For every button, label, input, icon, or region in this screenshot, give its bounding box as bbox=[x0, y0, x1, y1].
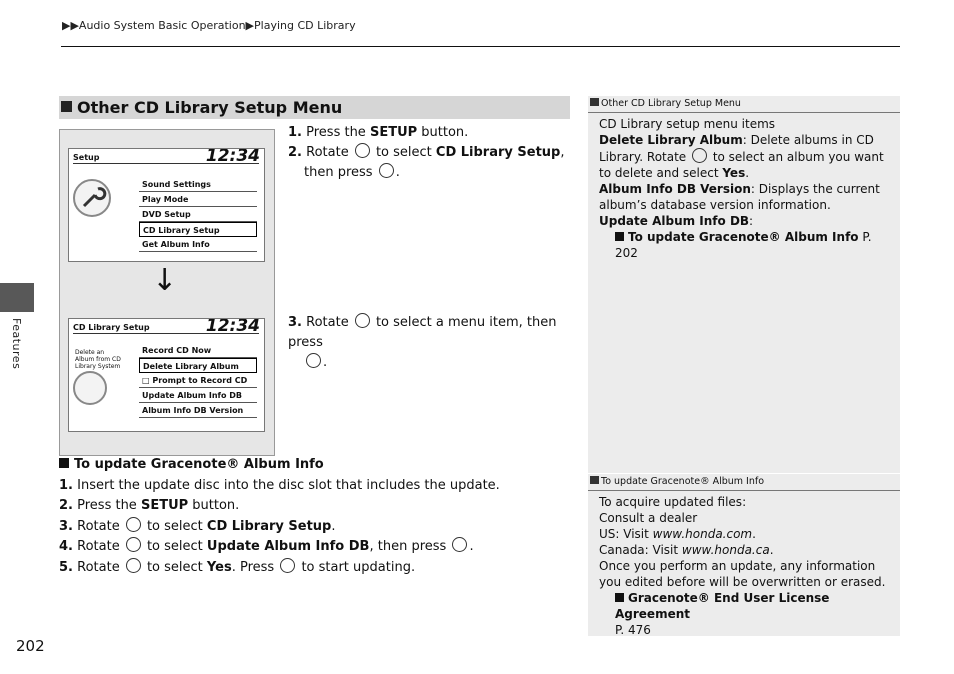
knob-rotate-icon bbox=[355, 143, 370, 158]
step: 3. Rotate to select a menu item, then press bbox=[288, 315, 557, 350]
screen-menu-item: □ Prompt to Record CD bbox=[139, 373, 257, 388]
step: 5. Rotate to select Yes. Press to start updating. bbox=[59, 559, 416, 575]
arrow-ref-icon bbox=[615, 232, 624, 241]
sidebar-title: To update Gracenote® Album Info bbox=[588, 474, 900, 491]
cd-library-menu bbox=[139, 343, 257, 418]
screen-illustration bbox=[59, 129, 275, 456]
sidebar-body: CD Library setup menu items Delete Library Album: Delete albums in CD Library. Rotate to select an album you want to delete and select Yes. Album Info DB Version: Displays the current album’s database version information. Update Album Info DB: To update Gracenote® Album Info P. 202 bbox=[599, 116, 889, 261]
step: 3. Rotate to select CD Library Setup. bbox=[59, 518, 336, 534]
cross-reference-link[interactable]: To update Gracenote® Album Info P. 202 bbox=[615, 230, 872, 260]
update-procedure bbox=[59, 455, 579, 578]
screen-menu-item: Get Album Info bbox=[139, 237, 257, 252]
setup-screen bbox=[68, 148, 265, 262]
step: 1. Press the SETUP button. bbox=[288, 125, 469, 140]
step-3 bbox=[288, 313, 573, 373]
knob-rotate-icon bbox=[126, 537, 141, 552]
screen-menu-item: Sound Settings bbox=[139, 177, 257, 192]
knob-rotate-icon bbox=[355, 313, 370, 328]
screen-menu-item: Play Mode bbox=[139, 192, 257, 207]
screen-menu-item: Record CD Now bbox=[139, 343, 257, 358]
sidebar-note-1 bbox=[588, 96, 900, 473]
square-icon bbox=[59, 458, 69, 468]
cd-library-screen bbox=[68, 318, 265, 432]
breadcrumb: ▶▶Audio System Basic Operation▶Playing CD Library bbox=[62, 19, 356, 32]
wrench-icon bbox=[73, 179, 111, 217]
section-title: Other CD Library Setup Menu bbox=[77, 98, 343, 117]
sidebar-note-2 bbox=[588, 474, 900, 636]
step: 1. Insert the update disc into the disc slot that includes the update. bbox=[59, 477, 500, 493]
arrow-ref-icon bbox=[615, 593, 624, 602]
knob-rotate-icon bbox=[126, 558, 141, 573]
section-header bbox=[59, 96, 570, 119]
page-number: 202 bbox=[16, 637, 45, 655]
screen-menu-item: Update Album Info DB bbox=[139, 388, 257, 403]
disc-icon bbox=[73, 371, 107, 405]
screen-menu-item: DVD Setup bbox=[139, 207, 257, 222]
knob-press-icon bbox=[280, 558, 295, 573]
steps-1-2 bbox=[288, 123, 573, 183]
side-label: Features bbox=[10, 318, 23, 370]
side-tab bbox=[0, 283, 34, 312]
header-rule bbox=[61, 46, 900, 47]
knob-press-icon bbox=[306, 353, 321, 368]
setup-menu bbox=[139, 177, 257, 252]
step: 2. Rotate to select CD Library Setup, bbox=[288, 145, 565, 160]
step-cont: then press . bbox=[304, 165, 400, 180]
knob-rotate-icon bbox=[692, 148, 707, 163]
step: 2. Press the SETUP button. bbox=[59, 498, 240, 513]
cross-reference-link[interactable]: Gracenote® End User License Agreement bbox=[615, 591, 830, 621]
sidebar-body: To acquire updated files: Consult a dealer US: Visit www.honda.com. Canada: Visit www.honda.ca. Once you perform an update, any information you edited before will be overwritten or erased. Gracenote® End User License Agreement P. 476 bbox=[599, 494, 889, 638]
note-icon bbox=[590, 98, 599, 106]
clock: 12:34 bbox=[205, 148, 260, 166]
square-icon bbox=[61, 101, 72, 112]
knob-rotate-icon bbox=[126, 517, 141, 532]
knob-press-icon bbox=[379, 163, 394, 178]
screen-title: CD Library Setup bbox=[73, 323, 259, 334]
sidebar-title: Other CD Library Setup Menu bbox=[588, 96, 900, 113]
screen-menu-item: CD Library Setup bbox=[139, 222, 257, 237]
screen-note: Delete an Album from CD Library System bbox=[75, 349, 121, 370]
screen-menu-item: Delete Library Album bbox=[139, 358, 257, 373]
down-arrow-icon: ↓ bbox=[152, 263, 178, 298]
knob-press-icon bbox=[452, 537, 467, 552]
note-icon bbox=[590, 476, 599, 484]
step-cont: . bbox=[288, 353, 573, 373]
update-heading: To update Gracenote® Album Info bbox=[59, 455, 579, 476]
ref-page: P. 476 bbox=[615, 623, 651, 637]
screen-title: Setup bbox=[73, 153, 259, 164]
step: 4. Rotate to select Update Album Info DB, then press . bbox=[59, 539, 474, 554]
screen-menu-item: Album Info DB Version bbox=[139, 403, 257, 418]
clock: 12:34 bbox=[205, 318, 260, 336]
